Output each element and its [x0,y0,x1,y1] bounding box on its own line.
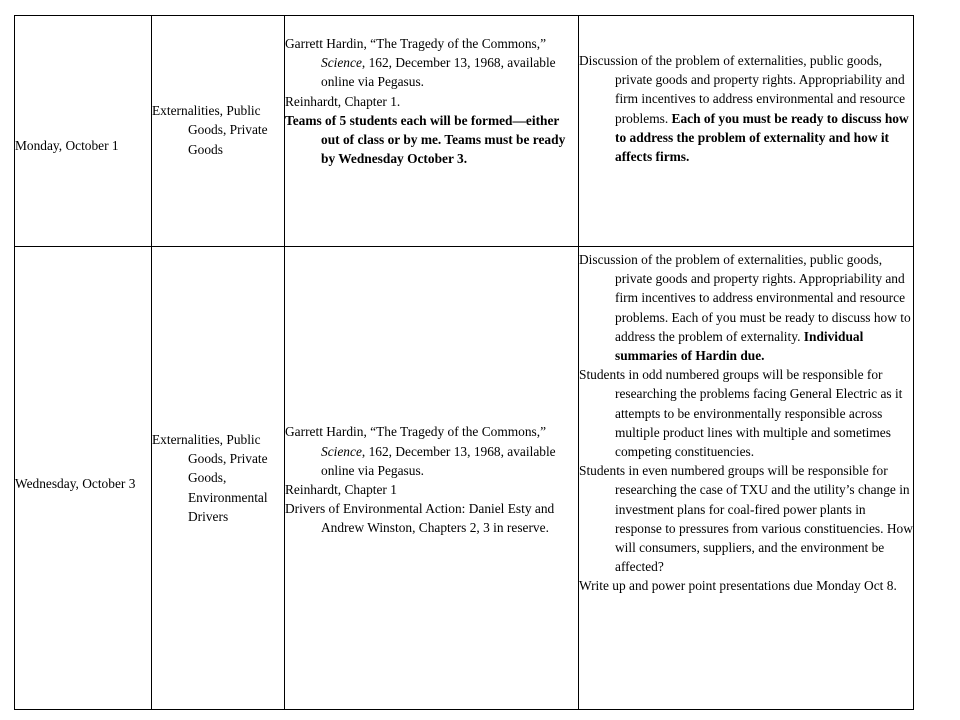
even-groups-assignment: Students in even numbered groups will be responsible for researching the case of TXU and the utility’s change in investment plans for coal-fired power plants in response to pressures from various constituencies. How will consumers, suppliers, and the environment be affected? [579,463,913,575]
discussion-body: Discussion of the problem of externalities, public goods, private goods and property rights. Appropriability and firm incentives to address environmental and resource problems. Each of you must be ready to discuss how to address the problem of externality. [579,252,911,344]
table-row [15,16,914,247]
discussion-text [579,51,913,166]
discussion-cell [579,16,914,247]
discussion-body: Discussion of the problem of externalities, public goods, private goods and property rights. Appropriability and firm incentives to address environmental and resource problems. [579,53,906,126]
discussion-cell [579,247,914,710]
reading-hardin-details: , 162, December 13, 1968, available online via Pegasus. [321,55,556,90]
reading-hardin [285,422,578,480]
discussion-requirement: Each of you must be ready to discuss how to address the problem of externality and how it affects firms. [615,110,909,165]
date-cell [15,16,152,247]
topic-cell [152,247,285,710]
session-date: Monday, October 1 [15,138,119,154]
reading-reinhardt: Reinhardt, Chapter 1 [285,482,397,497]
reading-drivers: Drivers of Environmental Action: Daniel Esty and Andrew Winston, Chapters 2, 3 in reserve. [285,501,555,536]
presentation-due: Write up and power point presentations due Monday Oct 8. [579,578,897,594]
session-topic: Externalities, Public Goods, Private Goods, Environmental Drivers [152,431,268,524]
table-row [15,247,914,710]
discussion-requirement: Individual summaries of Hardin due. [615,328,864,364]
reading-hardin-author-title: Garrett Hardin, “The Tragedy of the Commons,” [285,424,547,440]
readings-cell [285,16,579,247]
schedule-table [14,15,914,710]
reading-hardin-details: , 162, December 13, 1968, available online via Pegasus. [321,443,556,478]
reading-hardin-journal: Science [321,55,362,71]
teams-note: Teams of 5 students each will be formed—either out of class or by me. Teams must be ready by Wednesday October 3. [285,112,566,167]
reading-reinhardt: Reinhardt, Chapter 1. [285,93,401,109]
date-cell [15,247,152,710]
topic-cell [152,16,285,247]
odd-groups-assignment: Students in odd numbered groups will be responsible for researching the problems facing General Electric as it attempts to be environmentally responsible across multiple product lines with multiple and sometimes competing constituencies. [579,367,903,460]
session-topic: Externalities, Public Goods, Private Goods [152,103,268,157]
discussion-text [579,250,913,365]
reading-hardin [285,34,578,92]
readings-cell [285,247,579,710]
reading-hardin-author-title: Garrett Hardin, “The Tragedy of the Commons,” [285,36,547,51]
reading-hardin-journal: Science [321,443,362,459]
session-date: Wednesday, October 3 [15,476,136,492]
